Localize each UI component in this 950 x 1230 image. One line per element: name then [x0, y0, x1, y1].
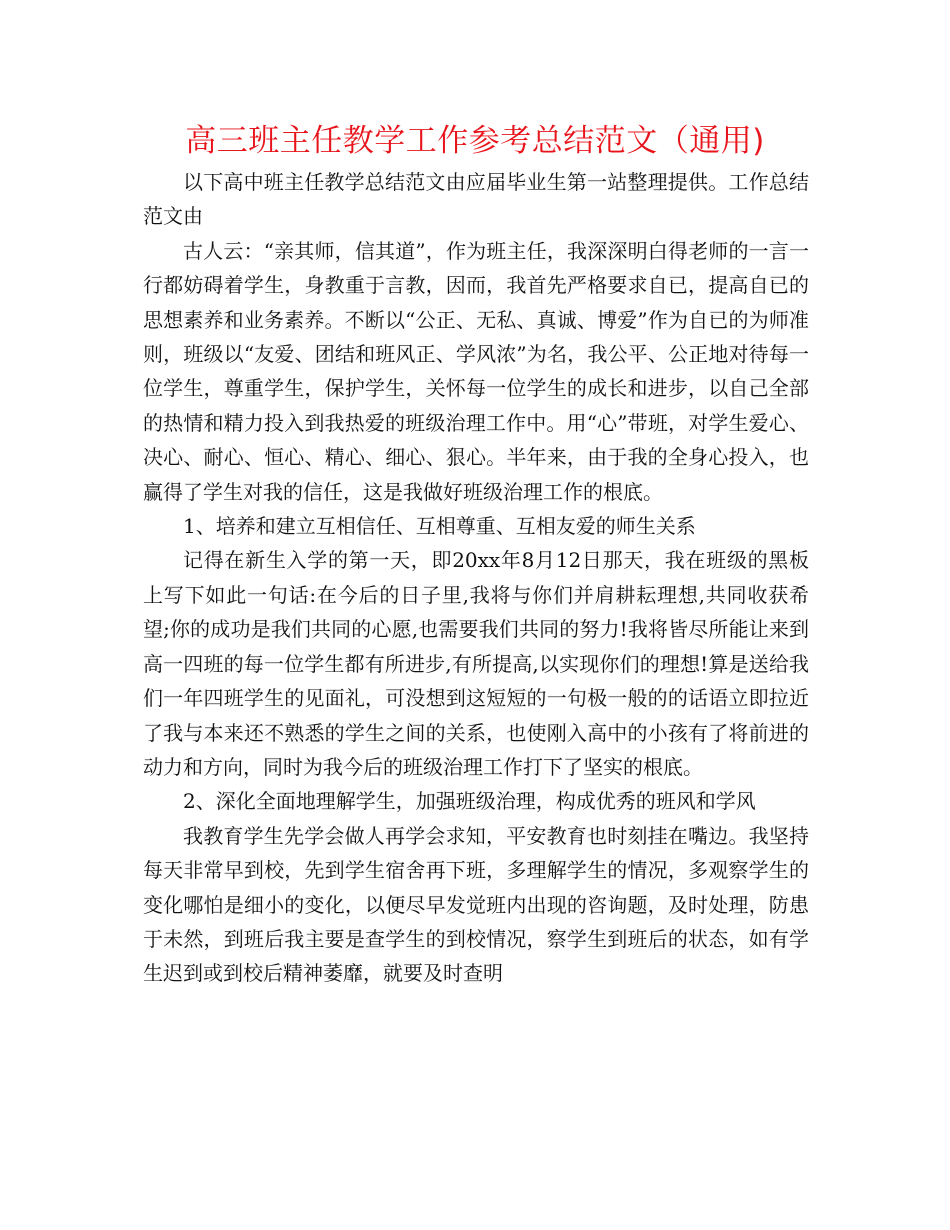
section-heading-2: 2、深化全面地理解学生，加强班级治理，构成优秀的班风和学风: [183, 789, 756, 814]
paragraph-philosophy: 古人云：“亲其师，信其道”，作为班主任，我深深明白得老师的一言一行都妨碍着学生，身教重于言教，因而，我首先严格要求自已，提高自已的思想素养和业务素养。不断以“公正、无私、真诚、博爱”作为自已的为师准则，班级以“友爱、团结和班风正、学风浓”为名，我公平、公正地对待每一位学生，尊重学生，保护学生，关怀每一位学生的成长和进步，以自己全部的热情和精力投入到我热爱的班级治理工作中。用“心”带班，对学生爱心、决心、耐心、恒心、精心、细心、狠心。半年来，由于我的全身心投入，也赢得了学生对我的信任，这是我做好班级治理工作的根底。: [143, 238, 809, 504]
document-title: 高三班主任教学工作参考总结范文（通用): [185, 123, 765, 159]
paragraph-daily-routine: 我教育学生先学会做人再学会求知，平安教育也时刻挂在嘴边。我坚持每天非常早到校，先到学生宿舍再下班，多理解学生的情况，多观察学生的变化哪怕是细小的变化，以便尽早发觉班内出现的咨询题，及时处理，防患于未然，到班后我主要是查学生的到校情况，察学生到班后的状态，如有学生迟到或到校后精神萎靡，就要及时查明: [143, 823, 809, 986]
document-body: [143, 165, 809, 991]
paragraph-first-day: 记得在新生入学的第一天，即20xx年8月12日那天，我在班级的黑板上写下如此一句话:在今后的日子里,我将与你们并肩耕耘理想,共同收获希望;你的成功是我们共同的心愿,也需要我们共同的努力!我将皆尽所能让来到高一四班的每一位学生都有所进步,有所提高,以实现你们的理想!算是送给我们一年四班学生的见面礼，可没想到这短短的一句极一般的的话语立即拉近了我与本来还不熟悉的学生之间的关系，也使刚入高中的小孩有了将前进的动力和方向，同时为我今后的班级治理工作打下了坚实的根底。: [143, 548, 809, 779]
paragraph-intro: 以下高中班主任教学总结范文由应届毕业生第一站整理提供。工作总结范文由: [143, 170, 809, 229]
section-heading-1: 1、培养和建立互相信任、互相尊重、互相友爱的师生关系: [183, 514, 696, 539]
